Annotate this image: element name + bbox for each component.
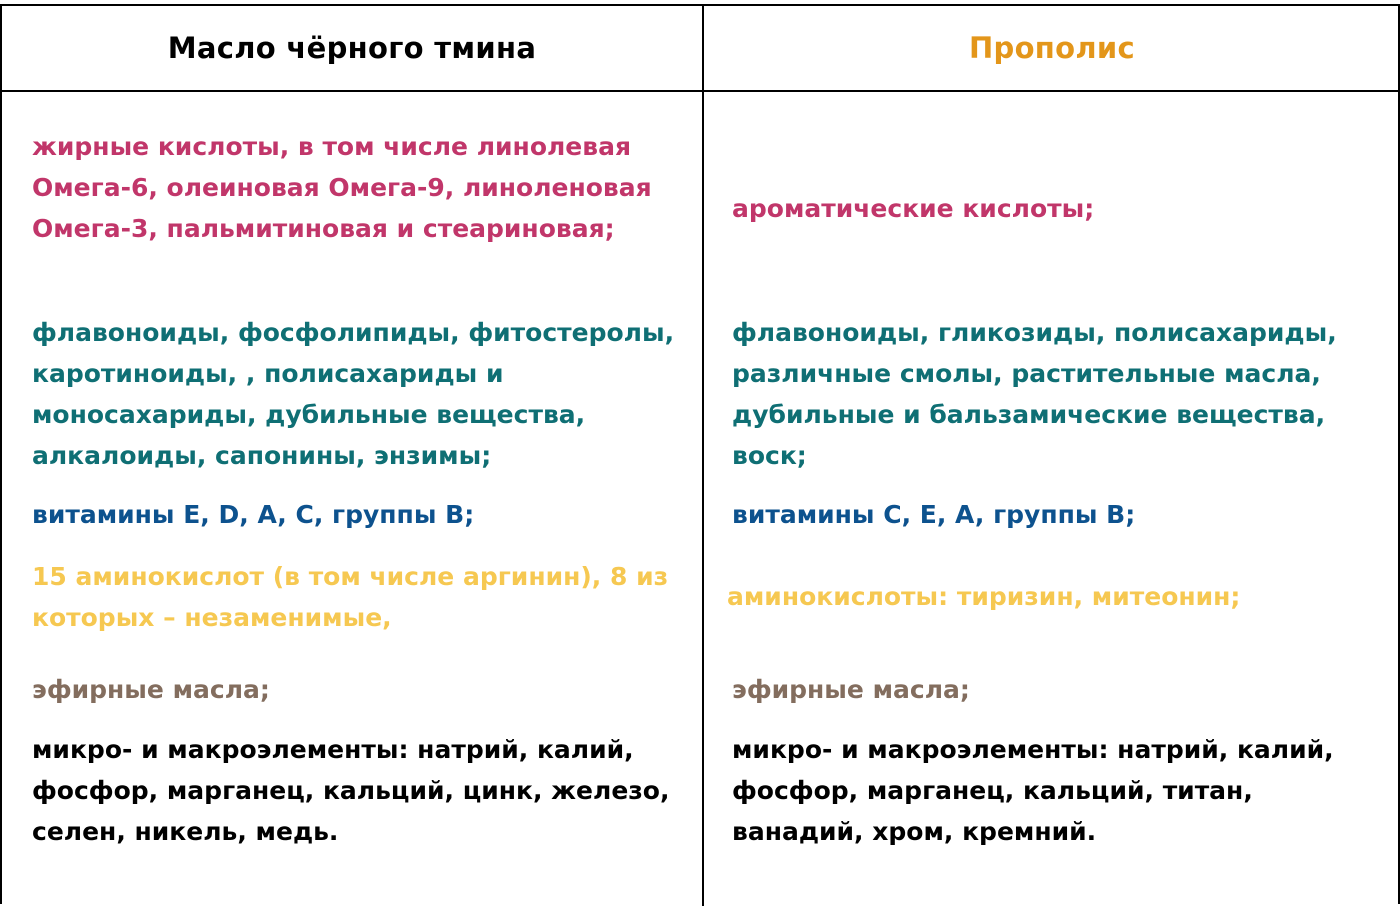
cell-left-fatty-acids: жирные кислоты, в том числе линолевая Омега-6, олеиновая Омега-9, линоленовая Омега-3, пальмитиновая и стеариновая; — [32, 132, 652, 243]
cell-right-flavonoids: флавоноиды, гликозиды, полисахариды, различные смолы, растительные масла, дубильные и бальзамические вещества, воск; — [732, 318, 1337, 470]
cell-left-essential-oils: эфирные масла; — [32, 675, 270, 704]
cell-left-amino-acids: 15 аминокислот (в том числе аргинин), 8 из которых – незаменимые, — [32, 562, 669, 632]
cell-left-flavonoids: флавоноиды, фосфолипиды, фитостеролы, каротиноиды, , полисахариды и моносахариды, дубильные вещества, алкалоиды, сапонины, энзимы; — [32, 318, 675, 470]
cell-right-aromatic-acids: ароматические кислоты; — [732, 194, 1095, 223]
cell-right-amino-acids: аминокислоты: тиризин, митеонин; — [727, 582, 1241, 611]
cell-right-essential-oils: эфирные масла; — [732, 675, 970, 704]
header-divider — [2, 90, 1400, 92]
comparison-table — [0, 4, 1400, 904]
cell-right-vitamins: витамины C, E, A, группы B; — [732, 500, 1136, 529]
cell-left-vitamins: витамины E, D, A, C, группы B; — [32, 500, 475, 529]
header-propolis: Прополис — [968, 31, 1136, 65]
cell-left-minerals: микро- и макроэлементы: натрий, калий, фосфор, марганец, кальций, цинк, железо, селен, никель, медь. — [32, 735, 670, 846]
column-divider — [702, 6, 704, 906]
header-black-cumin-oil: Масло чёрного тмина — [167, 31, 537, 65]
cell-right-minerals: микро- и макроэлементы: натрий, калий, фосфор, марганец, кальций, титан, ванадий, хром, кремний. — [732, 735, 1334, 846]
